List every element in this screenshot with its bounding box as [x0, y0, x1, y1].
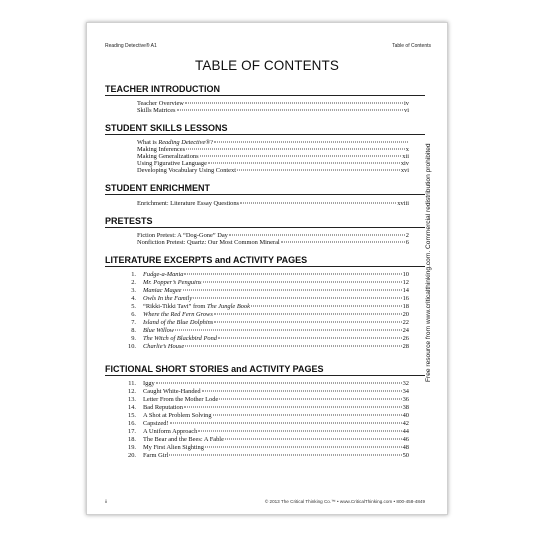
- entry-title-italic: Island of the Blue Dolphins: [143, 319, 214, 326]
- dot-leader: [225, 439, 402, 440]
- entry-number: 10.: [128, 343, 136, 350]
- dot-leader: [169, 455, 401, 456]
- entry-title: Fiction Pretest: A “Dog-Gone” Day: [137, 232, 228, 239]
- toc-entry[interactable]: [121, 388, 409, 395]
- toc-entry[interactable]: [121, 303, 409, 310]
- dot-leader: [205, 447, 402, 448]
- section-divider: [105, 375, 425, 376]
- toc-entry[interactable]: [121, 452, 409, 459]
- entry-title: [143, 287, 182, 294]
- entry-title: [137, 139, 213, 146]
- section-title-literature-excerpts: LITERATURE EXCERPTS and ACTIVITY PAGES: [105, 255, 308, 265]
- entry-page: 34: [402, 388, 409, 395]
- entry-title: Enrichment: Literature Essay Questions: [137, 200, 240, 207]
- entry-page: 12: [402, 279, 409, 286]
- toc-entry[interactable]: [121, 279, 409, 286]
- entry-title-italic: Mr. Popper’s Penguins: [143, 279, 202, 286]
- dot-leader: [214, 322, 401, 323]
- entry-number: 2.: [131, 279, 136, 286]
- entry-number: 13.: [128, 396, 136, 403]
- entry-number: 8.: [131, 327, 136, 334]
- entry-page: 22: [402, 319, 409, 326]
- entry-page: 32: [402, 380, 409, 387]
- entry-page: 24: [402, 327, 409, 334]
- entry-title: Bad Reputation: [143, 404, 183, 411]
- document-page: [86, 22, 448, 515]
- entry-title-prefix: What is: [137, 139, 159, 146]
- entry-title: [143, 279, 202, 286]
- section-divider: [105, 134, 425, 135]
- entry-number: 19.: [128, 444, 136, 451]
- entry-title-italic: Owls In the Family: [143, 295, 193, 302]
- entry-page: 36: [402, 396, 409, 403]
- entry-number: 20.: [128, 452, 136, 459]
- section-divider: [105, 266, 425, 267]
- entry-page: 46: [402, 436, 409, 443]
- entry-title: [143, 319, 213, 326]
- dot-leader: [240, 203, 396, 204]
- entry-page: 2: [405, 232, 409, 239]
- section-title-teacher-introduction: TEACHER INTRODUCTION: [105, 84, 220, 94]
- entry-title: Teacher Overview: [137, 100, 184, 107]
- dot-leader: [183, 290, 402, 291]
- toc-entry[interactable]: [137, 239, 409, 246]
- section-title-fictional-short-stories: FICTIONAL SHORT STORIES and ACTIVITY PAGES: [105, 364, 324, 374]
- toc-entry[interactable]: [137, 232, 409, 239]
- entry-page: 6: [405, 239, 409, 246]
- dot-leader: [281, 242, 405, 243]
- dot-leader: [177, 110, 403, 111]
- running-header-section: Table of Contents: [392, 43, 431, 49]
- entry-title: My First Alien Sighting: [143, 444, 204, 451]
- dot-leader: [185, 346, 401, 347]
- toc-entry[interactable]: [121, 287, 409, 294]
- dot-leader: [200, 156, 402, 157]
- dot-leader: [186, 149, 405, 150]
- entry-title-prefix: “Rikki-Tikki Tavi” from: [143, 303, 207, 310]
- dot-leader: [218, 338, 402, 339]
- dot-leader: [184, 274, 401, 275]
- dot-leader: [170, 423, 402, 424]
- entry-title: [143, 311, 213, 318]
- entry-title: Skills Matrices: [137, 107, 176, 114]
- dot-leader: [184, 407, 402, 408]
- section-title-pretests: PRETESTS: [105, 216, 153, 226]
- dot-leader: [229, 235, 405, 236]
- dot-leader: [193, 298, 401, 299]
- toc-entry[interactable]: [121, 311, 409, 318]
- entry-page: 20: [402, 311, 409, 318]
- toc-entry[interactable]: [137, 167, 409, 174]
- toc-entry[interactable]: [121, 436, 409, 443]
- dot-leader: [214, 314, 402, 315]
- toc-entry[interactable]: [121, 271, 409, 278]
- entry-page: 26: [402, 335, 409, 342]
- entry-title-italic: Maniac Magee: [143, 287, 182, 294]
- entry-page: vi: [404, 107, 409, 114]
- entry-page: 42: [402, 420, 409, 427]
- dot-leader: [203, 282, 402, 283]
- toc-entry[interactable]: [121, 327, 409, 334]
- entry-title: [143, 303, 250, 310]
- footer-page-number: ii: [105, 499, 108, 504]
- toc-entry[interactable]: [121, 295, 409, 302]
- entry-title: A Shot at Problem Solving: [143, 412, 212, 419]
- toc-entry[interactable]: [137, 146, 409, 153]
- entry-page: 38: [402, 404, 409, 411]
- entry-title: Developing Vocabulary Using Context: [137, 167, 236, 174]
- toc-entry[interactable]: [121, 444, 409, 451]
- entry-title: Farm Girl: [143, 452, 169, 459]
- side-watermark-note: Free resource from www.criticalthinking.com. Commercial redistribution prohibited: [425, 143, 432, 382]
- entry-title: [143, 335, 217, 342]
- section-divider: [105, 194, 425, 195]
- entry-number: 5.: [131, 303, 136, 310]
- entry-number: 11.: [128, 380, 136, 387]
- toc-entry[interactable]: [121, 319, 409, 326]
- dot-leader: [175, 330, 402, 331]
- entry-title-italic: The Jungle Book: [207, 303, 250, 310]
- entry-number: 3.: [131, 287, 136, 294]
- dot-leader: [214, 142, 408, 143]
- dot-leader: [185, 103, 403, 104]
- entry-title: Making Generalizations: [137, 153, 199, 160]
- section-title-student-skills-lessons: STUDENT SKILLS LESSONS: [105, 123, 228, 133]
- entry-number: 9.: [131, 335, 136, 342]
- entry-title-italic: The Witch of Blackbird Pond: [143, 335, 217, 342]
- entry-page: 48: [402, 444, 409, 451]
- entry-page: xii: [402, 153, 409, 160]
- dot-leader: [208, 163, 400, 164]
- section-divider: [105, 95, 425, 96]
- entry-title: [143, 327, 174, 334]
- entry-title-suffix: ®?: [205, 139, 214, 146]
- entry-title: [143, 295, 192, 302]
- entry-page: xviii: [397, 200, 409, 207]
- entry-title: Using Figurative Language: [137, 160, 207, 167]
- dot-leader: [202, 391, 402, 392]
- entry-page: iv: [404, 100, 409, 107]
- entry-page: 40: [402, 412, 409, 419]
- entry-page: 16: [402, 295, 409, 302]
- toc-entry[interactable]: [121, 396, 409, 403]
- footer-copyright: © 2013 The Critical Thinking Co.™ • www.CriticalThinking.com • 800-458-4849: [264, 499, 425, 504]
- entry-number: 12.: [128, 388, 136, 395]
- entry-page: xiv: [400, 160, 409, 167]
- section-divider: [105, 227, 425, 228]
- entry-number: 14.: [128, 404, 136, 411]
- entry-page: 44: [402, 428, 409, 435]
- entry-number: 15.: [128, 412, 136, 419]
- toc-entry[interactable]: [137, 100, 409, 107]
- dot-leader: [156, 383, 402, 384]
- entry-title: Letter From the Mother Lode: [143, 396, 219, 403]
- toc-entry[interactable]: [137, 200, 409, 207]
- toc-entry[interactable]: [121, 420, 409, 427]
- running-header-title: Reading Detective® A1: [105, 43, 157, 49]
- entry-title-italic: Where the Red Fern Grows: [143, 311, 213, 318]
- dot-leader: [198, 431, 401, 432]
- entry-title: The Bear and the Bees: A Fable: [143, 436, 224, 443]
- toc-entry[interactable]: [121, 412, 409, 419]
- entry-title-italic: Fudge-a-Mania: [143, 271, 184, 278]
- entry-title: Capsized!: [143, 420, 169, 427]
- entry-title-italic: Blue Willow: [143, 327, 175, 334]
- entry-page: x: [405, 146, 409, 153]
- entry-number: 1.: [131, 271, 136, 278]
- entry-page: 50: [402, 452, 409, 459]
- toc-entry[interactable]: [121, 428, 409, 435]
- entry-title: [143, 343, 184, 350]
- entry-page: 18: [402, 303, 409, 310]
- dot-leader: [213, 415, 402, 416]
- toc-entry[interactable]: [121, 335, 409, 342]
- toc-entry[interactable]: [121, 380, 409, 387]
- entry-number: 18.: [128, 436, 136, 443]
- entry-title-italic: Reading Detective: [158, 139, 206, 146]
- entry-number: 4.: [131, 295, 136, 302]
- entry-title: [143, 271, 183, 278]
- entry-title: A Uniform Approach: [143, 428, 198, 435]
- entry-number: 16.: [128, 420, 136, 427]
- entry-title-italic: Charlie’s House: [143, 343, 185, 350]
- dot-leader: [237, 170, 400, 171]
- toc-entry[interactable]: [137, 139, 409, 146]
- toc-entry[interactable]: [121, 404, 409, 411]
- entry-title: Caught White-Handed: [143, 388, 201, 395]
- entry-page: xvi: [400, 167, 409, 174]
- entry-number: 17.: [128, 428, 136, 435]
- entry-title: Iggy: [143, 380, 155, 387]
- dot-leader: [219, 399, 401, 400]
- page-title: TABLE OF CONTENTS: [195, 57, 339, 74]
- entry-page: 28: [402, 343, 409, 350]
- entry-page: 14: [402, 287, 409, 294]
- toc-entry[interactable]: [137, 107, 409, 114]
- toc-entry[interactable]: [137, 153, 409, 160]
- entry-number: 6.: [131, 311, 136, 318]
- entry-title: Nonfiction Pretest: Quartz: Our Most Common Mineral: [137, 239, 280, 246]
- section-title-student-enrichment: STUDENT ENRICHMENT: [105, 183, 210, 193]
- toc-entry[interactable]: [121, 343, 409, 350]
- entry-page: 10: [402, 271, 409, 278]
- entry-title: Making Inferences: [137, 146, 186, 153]
- toc-entry[interactable]: [137, 160, 409, 167]
- dot-leader: [251, 306, 402, 307]
- entry-number: 7.: [131, 319, 136, 326]
